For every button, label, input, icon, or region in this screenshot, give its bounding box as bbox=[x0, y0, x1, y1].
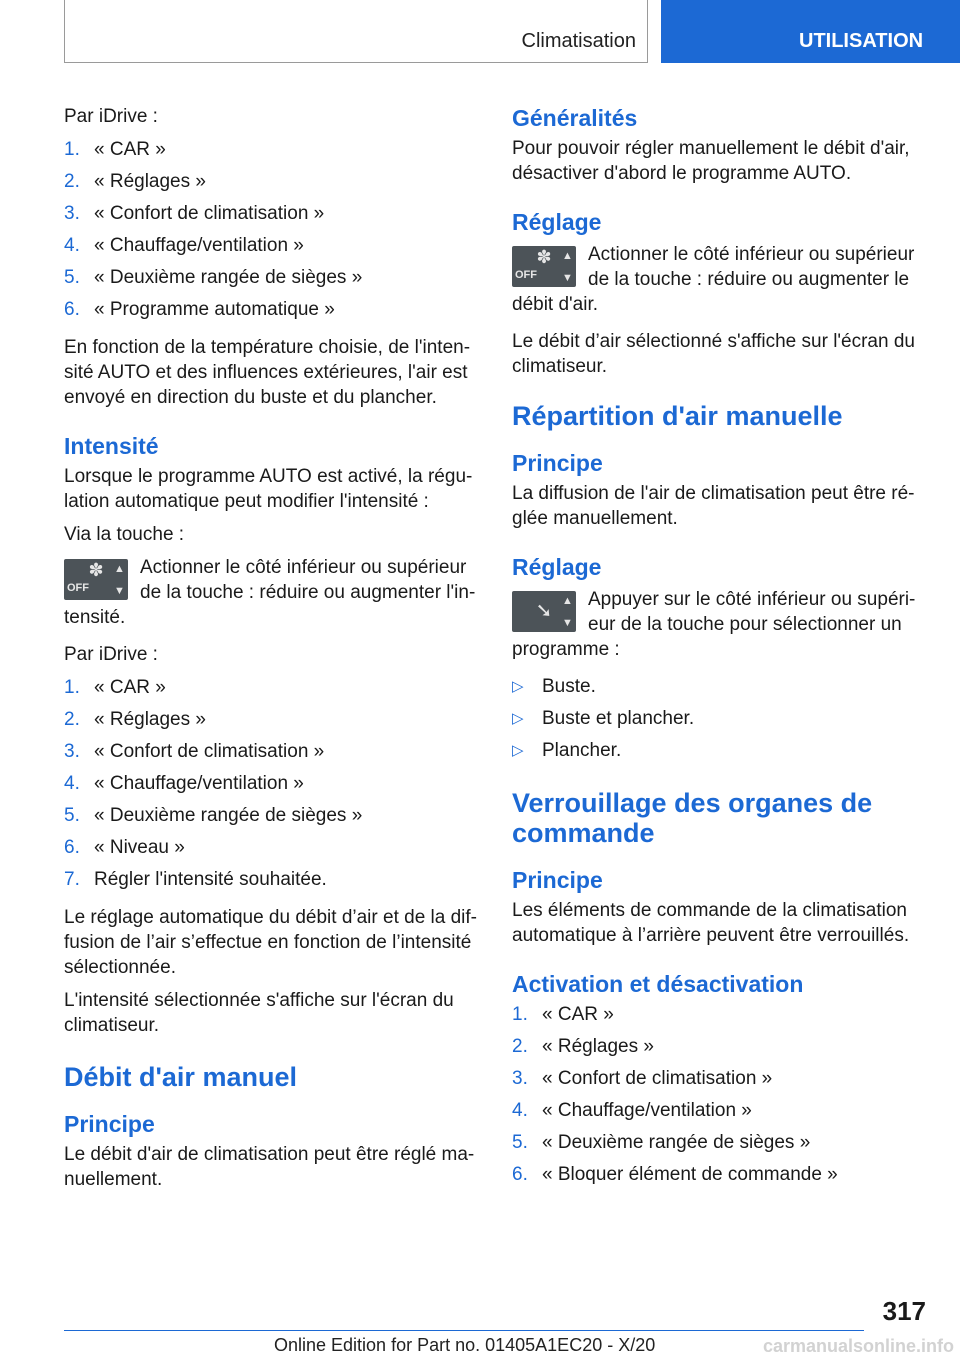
step-number: 5. bbox=[512, 1132, 528, 1153]
step-number: 2. bbox=[512, 1036, 528, 1057]
page-number: 317 bbox=[882, 1296, 926, 1326]
bullet-triangle-icon: ▷ bbox=[512, 742, 524, 759]
header-section-title: Climatisation bbox=[521, 30, 636, 52]
list-item bbox=[64, 265, 478, 297]
list-item bbox=[512, 1034, 926, 1066]
icon-paragraph bbox=[64, 555, 478, 630]
icon-paragraph bbox=[512, 587, 926, 662]
step-text: Régler l'intensité souhaitée. bbox=[94, 869, 327, 890]
chevron-up-icon: ▲ bbox=[114, 563, 125, 575]
step-number: 6. bbox=[64, 299, 80, 320]
step-number: 1. bbox=[64, 139, 80, 160]
list-item bbox=[512, 1162, 926, 1194]
subheading-principe: Principe bbox=[512, 867, 603, 893]
list-item bbox=[64, 835, 478, 867]
idrive-steps-list bbox=[64, 675, 478, 899]
step-number: 1. bbox=[64, 677, 80, 698]
step-text: « Programme automatique » bbox=[94, 299, 335, 320]
bullet-triangle-icon: ▷ bbox=[512, 710, 524, 727]
list-item bbox=[64, 201, 478, 233]
list-item bbox=[64, 297, 478, 329]
step-number: 4. bbox=[64, 773, 80, 794]
paragraph: Le réglage automatique du débit d’air et de la dif-fusion de l’air s’effectue en fonction de l’intensité sélectionnée. bbox=[64, 907, 477, 978]
step-number: 3. bbox=[64, 741, 80, 762]
chevron-up-icon: ▲ bbox=[562, 250, 573, 262]
step-text: « Réglages » bbox=[94, 709, 206, 730]
section-heading-debit-manuel: Débit d'air manuel bbox=[64, 1062, 297, 1092]
subheading-generalites: Généralités bbox=[512, 105, 638, 131]
intro-text: Par iDrive : bbox=[64, 106, 158, 127]
step-text: « Confort de climatisation » bbox=[542, 1068, 773, 1089]
list-item bbox=[512, 738, 926, 770]
right-column bbox=[512, 104, 926, 1200]
step-number: 7. bbox=[64, 869, 80, 890]
list-item bbox=[512, 674, 926, 706]
paragraph: Les éléments de commande de la climatisation automatique à l’arrière peuvent être verrouillés. bbox=[512, 900, 910, 946]
watermark: carmanualsonline.info bbox=[762, 1336, 954, 1356]
footer-edition-text: Online Edition for Part no. 01405A1EC20 - X/20 bbox=[274, 1335, 656, 1355]
icon-description: Actionner le côté inférieur ou supérieur de la touche : réduire ou augmenter le débit d'air. bbox=[512, 244, 915, 315]
subheading-principe: Principe bbox=[512, 450, 603, 476]
step-number: 4. bbox=[512, 1100, 528, 1121]
bullet-text: Plancher. bbox=[542, 740, 622, 761]
paragraph: La diffusion de l'air de climatisation peut être ré-glée manuellement. bbox=[512, 483, 915, 529]
paragraph: Via la touche : bbox=[64, 524, 185, 545]
list-item bbox=[64, 771, 478, 803]
subheading-principe: Principe bbox=[64, 1111, 155, 1137]
step-number: 3. bbox=[512, 1068, 528, 1089]
header-chapter-tab: UTILISATION bbox=[661, 0, 960, 63]
list-item bbox=[64, 169, 478, 201]
step-text: « Confort de climatisation » bbox=[94, 203, 325, 224]
idrive-steps-list bbox=[512, 1002, 926, 1194]
paragraph: Pour pouvoir régler manuellement le débit d'air, désactiver d'abord le programme AUTO. bbox=[512, 138, 910, 184]
step-text: « CAR » bbox=[542, 1004, 614, 1025]
section-heading-repartition: Répartition d'air manuelle bbox=[512, 401, 843, 431]
subheading-reglage: Réglage bbox=[512, 554, 602, 580]
fan-icon: ✽ bbox=[536, 247, 552, 267]
step-number: 6. bbox=[64, 837, 80, 858]
step-number: 4. bbox=[64, 235, 80, 256]
list-item bbox=[512, 706, 926, 738]
bullet-text: Buste. bbox=[542, 676, 596, 697]
program-bullet-list bbox=[512, 674, 926, 770]
airflow-icon: ➘ bbox=[535, 600, 553, 622]
step-number: 2. bbox=[64, 171, 80, 192]
step-text: « Deuxième rangée de sièges » bbox=[94, 805, 363, 826]
off-label: OFF bbox=[515, 269, 537, 281]
off-label: OFF bbox=[67, 582, 89, 594]
step-number: 5. bbox=[64, 805, 80, 826]
bullet-text: Buste et plancher. bbox=[542, 708, 695, 729]
chevron-down-icon: ▼ bbox=[114, 585, 125, 597]
step-number: 6. bbox=[512, 1164, 528, 1185]
list-item bbox=[512, 1066, 926, 1098]
paragraph: En fonction de la température choisie, de l'inten-sité AUTO et des influences extérieures, l'air est envoyé en direction du buste et du plancher. bbox=[64, 337, 471, 408]
bullet-triangle-icon: ▷ bbox=[512, 678, 524, 695]
list-item bbox=[512, 1002, 926, 1034]
step-text: « Réglages » bbox=[94, 171, 206, 192]
icon-paragraph bbox=[512, 242, 926, 317]
air-distribution-button-icon bbox=[512, 591, 576, 632]
step-text: « Niveau » bbox=[94, 837, 185, 858]
fan-off-button-icon bbox=[512, 246, 576, 287]
paragraph: L'intensité sélectionnée s'affiche sur l'écran du climatiseur. bbox=[64, 990, 454, 1036]
footer-divider bbox=[64, 1330, 864, 1331]
fan-icon: ✽ bbox=[88, 560, 104, 580]
list-item bbox=[64, 233, 478, 265]
chevron-down-icon: ▼ bbox=[562, 272, 573, 284]
intro-text: Par iDrive : bbox=[64, 644, 158, 665]
list-item bbox=[512, 1130, 926, 1162]
list-item bbox=[64, 803, 478, 835]
paragraph: Le débit d'air de climatisation peut être réglé ma-nuellement. bbox=[64, 1144, 475, 1190]
list-item bbox=[64, 707, 478, 739]
step-text: « Réglages » bbox=[542, 1036, 654, 1057]
section-heading-intensite: Intensité bbox=[64, 433, 159, 459]
step-number: 3. bbox=[64, 203, 80, 224]
step-text: « Deuxième rangée de sièges » bbox=[94, 267, 363, 288]
paragraph: Lorsque le programme AUTO est activé, la régu-lation automatique peut modifier l'intensité : bbox=[64, 466, 473, 512]
list-item bbox=[64, 739, 478, 771]
list-item bbox=[64, 137, 478, 169]
chevron-down-icon: ▼ bbox=[562, 617, 573, 629]
icon-description: Actionner le côté inférieur ou supérieur de la touche : réduire ou augmenter l'in-tensité. bbox=[64, 557, 476, 628]
step-number: 1. bbox=[512, 1004, 528, 1025]
paragraph: Le débit d’air sélectionné s'affiche sur l'écran du climatiseur. bbox=[512, 331, 915, 377]
step-text: « Confort de climatisation » bbox=[94, 741, 325, 762]
step-number: 5. bbox=[64, 267, 80, 288]
chevron-up-icon: ▲ bbox=[562, 595, 573, 607]
step-number: 2. bbox=[64, 709, 80, 730]
list-item bbox=[512, 1098, 926, 1130]
subheading-reglage: Réglage bbox=[512, 209, 602, 235]
step-text: « Bloquer élément de commande » bbox=[542, 1164, 838, 1185]
step-text: « CAR » bbox=[94, 139, 166, 160]
subheading-activation: Activation et désactivation bbox=[512, 971, 804, 997]
step-text: « Chauffage/ventilation » bbox=[94, 235, 304, 256]
step-text: « Chauffage/ventilation » bbox=[542, 1100, 752, 1121]
list-item bbox=[64, 867, 478, 899]
fan-off-button-icon bbox=[64, 559, 128, 600]
section-heading-verrouillage: Verrouillage des organes de commande bbox=[512, 788, 873, 848]
left-column bbox=[64, 104, 478, 1200]
list-item bbox=[64, 675, 478, 707]
idrive-steps-list bbox=[64, 137, 478, 329]
step-text: « CAR » bbox=[94, 677, 166, 698]
step-text: « Deuxième rangée de sièges » bbox=[542, 1132, 811, 1153]
step-text: « Chauffage/ventilation » bbox=[94, 773, 304, 794]
icon-description: Appuyer sur le côté inférieur ou supéri-eur de la touche pour sélectionner un programme : bbox=[512, 589, 916, 660]
